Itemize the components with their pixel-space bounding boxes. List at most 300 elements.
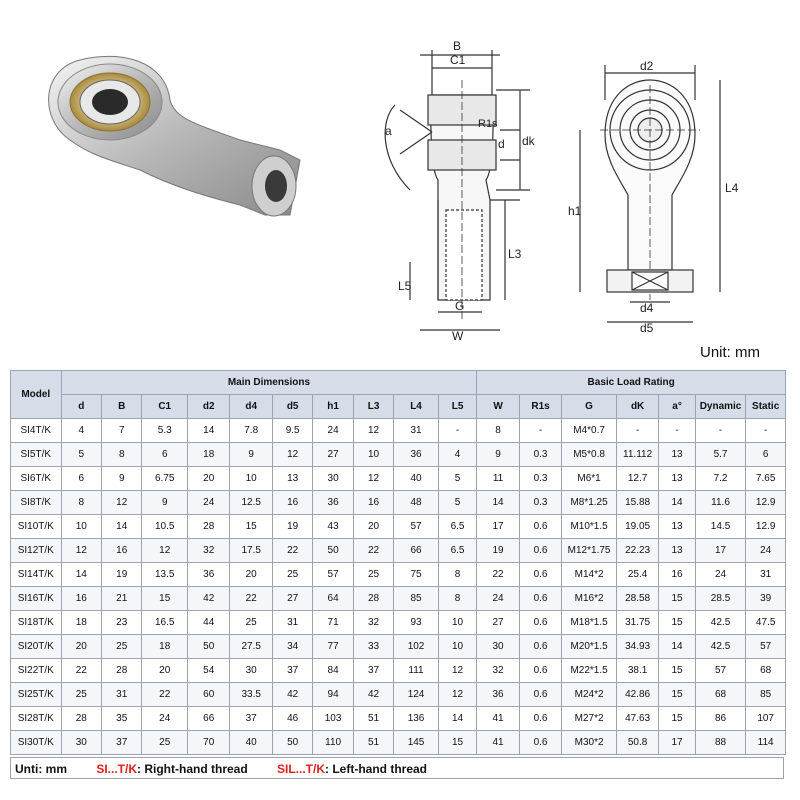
table-cell: 64 (313, 587, 353, 611)
header-model: Model (11, 371, 62, 419)
table-cell: 68 (695, 683, 746, 707)
product-photo (49, 56, 300, 216)
table-cell: 15 (659, 587, 695, 611)
table-cell: 11.112 (616, 443, 658, 467)
table-cell: 103 (313, 707, 353, 731)
table-cell: 38.1 (616, 659, 658, 683)
table-cell: 36 (394, 443, 439, 467)
table-cell: 0.3 (519, 443, 561, 467)
column-header: d4 (230, 395, 272, 419)
table-cell: 27 (272, 587, 312, 611)
table-cell: 85 (746, 683, 786, 707)
table-cell: 22 (272, 539, 312, 563)
table-row (11, 443, 786, 467)
table-cell: 15 (142, 587, 188, 611)
table-row (11, 611, 786, 635)
table-cell: 24 (313, 419, 353, 443)
model-cell: SI16T/K (11, 587, 62, 611)
table-cell: 12.5 (230, 491, 272, 515)
table-cell: 5.7 (695, 443, 746, 467)
table-cell: 31.75 (616, 611, 658, 635)
table-cell: 22 (142, 683, 188, 707)
table-cell: 28.58 (616, 587, 658, 611)
table-cell: 71 (313, 611, 353, 635)
table-cell: 44 (187, 611, 229, 635)
table-cell: 11.6 (695, 491, 746, 515)
table-cell: 15 (659, 683, 695, 707)
table-cell: 27 (313, 443, 353, 467)
dim-label-G: G (455, 299, 465, 313)
column-header: L5 (438, 395, 477, 419)
table-cell: 42 (187, 587, 229, 611)
table-cell: 16 (659, 563, 695, 587)
table-cell: 0.6 (519, 611, 561, 635)
table-cell: - (616, 419, 658, 443)
table-cell: 111 (394, 659, 439, 683)
table-cell: - (746, 419, 786, 443)
table-cell: 48 (394, 491, 439, 515)
table-cell: 42 (272, 683, 312, 707)
table-cell: 19 (477, 539, 519, 563)
table-cell: 12 (438, 659, 477, 683)
table-cell: 15 (659, 659, 695, 683)
table-cell: 75 (394, 563, 439, 587)
table-cell: 9 (142, 491, 188, 515)
table-row (11, 683, 786, 707)
column-header: Dynamic (695, 395, 746, 419)
table-cell: 124 (394, 683, 439, 707)
model-cell: SI30T/K (11, 731, 62, 755)
table-cell: 30 (230, 659, 272, 683)
table-cell: 50 (187, 635, 229, 659)
table-row (11, 635, 786, 659)
dim-label-dk: dk (522, 134, 535, 148)
model-cell: SI28T/K (11, 707, 62, 731)
table-cell: 50 (272, 731, 312, 755)
table-cell: 6.75 (142, 467, 188, 491)
table-cell: 12 (272, 443, 312, 467)
table-cell: 20 (142, 659, 188, 683)
table-cell: 15 (438, 731, 477, 755)
model-cell: SI18T/K (11, 611, 62, 635)
model-cell: SI4T/K (11, 419, 62, 443)
table-cell: 24 (142, 707, 188, 731)
table-cell: 13.5 (142, 563, 188, 587)
table-cell: 7 (102, 419, 142, 443)
footer-note (10, 757, 784, 779)
table-cell: 102 (394, 635, 439, 659)
table-cell: 66 (394, 539, 439, 563)
column-header: h1 (313, 395, 353, 419)
table-cell: 114 (746, 731, 786, 755)
table-cell: 28 (61, 707, 101, 731)
table-cell: 28 (353, 587, 393, 611)
table-cell: 8 (438, 563, 477, 587)
model-cell: SI8T/K (11, 491, 62, 515)
table-cell: 32 (187, 539, 229, 563)
column-header: L3 (353, 395, 393, 419)
table-cell: 5 (438, 467, 477, 491)
table-cell: 13 (659, 467, 695, 491)
table-cell: 31 (394, 419, 439, 443)
table-cell: 18 (61, 611, 101, 635)
table-cell: 6 (61, 467, 101, 491)
table-cell: 31 (746, 563, 786, 587)
column-header-row (11, 395, 786, 419)
table-cell: 14.5 (695, 515, 746, 539)
table-row (11, 539, 786, 563)
table-cell: 9 (230, 443, 272, 467)
table-cell: 40 (230, 731, 272, 755)
table-cell: M22*1.5 (562, 659, 617, 683)
footer-left-code: SIL...T/K (277, 762, 326, 776)
dim-label-d4: d4 (640, 301, 654, 315)
table-cell: 24 (187, 491, 229, 515)
dim-label-d5: d5 (640, 321, 654, 335)
table-cell: 57 (394, 515, 439, 539)
table-cell: 10 (438, 635, 477, 659)
table-cell: 10 (353, 443, 393, 467)
table-cell: 16 (353, 491, 393, 515)
dim-label-W: W (452, 329, 464, 343)
footer-left-text: : Left-hand thread (325, 762, 428, 776)
table-cell: 8 (102, 443, 142, 467)
table-cell: 6.5 (438, 539, 477, 563)
table-cell: 68 (746, 659, 786, 683)
table-cell: 32 (353, 611, 393, 635)
table-cell: 13 (272, 467, 312, 491)
table-cell: 15 (659, 611, 695, 635)
table-cell: 0.3 (519, 467, 561, 491)
table-cell: 5 (61, 443, 101, 467)
table-cell: 0.6 (519, 659, 561, 683)
column-header: a° (659, 395, 695, 419)
table-cell: 15 (230, 515, 272, 539)
table-cell: 23 (102, 611, 142, 635)
table-cell: 6.5 (438, 515, 477, 539)
table-cell: 19 (102, 563, 142, 587)
table-cell: 37 (272, 659, 312, 683)
table-cell: 31 (272, 611, 312, 635)
dim-label-B: B (453, 39, 462, 53)
table-cell: 28 (187, 515, 229, 539)
table-cell: 25 (142, 731, 188, 755)
table-cell: 25 (272, 563, 312, 587)
table-cell: 28.5 (695, 587, 746, 611)
column-header: dK (616, 395, 658, 419)
table-cell: 34.93 (616, 635, 658, 659)
table-cell: 24 (477, 587, 519, 611)
table-cell: 22 (230, 587, 272, 611)
table-cell: 0.6 (519, 707, 561, 731)
table-cell: 43 (313, 515, 353, 539)
table-row (11, 587, 786, 611)
dim-label-L5: L5 (398, 279, 412, 293)
table-cell: 51 (353, 707, 393, 731)
table-cell: 13 (659, 539, 695, 563)
table-cell: 15.88 (616, 491, 658, 515)
table-cell: 42.5 (695, 611, 746, 635)
column-header: G (562, 395, 617, 419)
table-cell: 13 (659, 443, 695, 467)
table-cell: - (695, 419, 746, 443)
table-cell: 16 (102, 539, 142, 563)
table-cell: 57 (695, 659, 746, 683)
table-cell: 17 (477, 515, 519, 539)
table-cell: 14 (477, 491, 519, 515)
table-cell: 28 (102, 659, 142, 683)
table-cell: M4*0.7 (562, 419, 617, 443)
table-cell: 46 (272, 707, 312, 731)
table-cell: M27*2 (562, 707, 617, 731)
footer-unit: Unti: mm (15, 762, 67, 776)
table-cell: M5*0.8 (562, 443, 617, 467)
table-cell: 19.05 (616, 515, 658, 539)
table-cell: 25 (102, 635, 142, 659)
dim-label-d2: d2 (640, 59, 654, 73)
table-cell: 5 (438, 491, 477, 515)
table-cell: 30 (477, 635, 519, 659)
table-cell: 16 (61, 587, 101, 611)
table-cell: 24 (695, 563, 746, 587)
table-cell: 32 (477, 659, 519, 683)
table-cell: 86 (695, 707, 746, 731)
table-cell: 47.63 (616, 707, 658, 731)
table-cell: 42.5 (695, 635, 746, 659)
table-cell: M20*1.5 (562, 635, 617, 659)
table-cell: 25 (61, 683, 101, 707)
table-cell: 136 (394, 707, 439, 731)
table-cell: 10 (438, 611, 477, 635)
table-cell: 37 (230, 707, 272, 731)
dim-label-d: d (498, 137, 505, 151)
table-cell: 84 (313, 659, 353, 683)
table-row (11, 467, 786, 491)
table-cell: 22 (353, 539, 393, 563)
dim-label-h1: h1 (568, 204, 582, 218)
table-cell: 27 (477, 611, 519, 635)
dim-label-C1: C1 (450, 53, 466, 67)
table-cell: M16*2 (562, 587, 617, 611)
front-view-drawing (580, 65, 720, 322)
unit-label: Unit: mm (700, 344, 760, 361)
model-cell: SI22T/K (11, 659, 62, 683)
table-cell: - (659, 419, 695, 443)
table-cell: 14 (102, 515, 142, 539)
table-cell: M8*1.25 (562, 491, 617, 515)
model-cell: SI20T/K (11, 635, 62, 659)
column-header: d (61, 395, 101, 419)
table-cell: 8 (61, 491, 101, 515)
table-cell: 0.6 (519, 563, 561, 587)
dim-label-L4: L4 (725, 181, 739, 195)
table-cell: 107 (746, 707, 786, 731)
table-cell: 33 (353, 635, 393, 659)
table-cell: 20 (61, 635, 101, 659)
table-cell: 12 (353, 419, 393, 443)
column-header: d5 (272, 395, 312, 419)
table-row (11, 731, 786, 755)
table-cell: 51 (353, 731, 393, 755)
table-cell: 9.5 (272, 419, 312, 443)
table-cell: 12.9 (746, 491, 786, 515)
dim-label-alpha: a (385, 124, 392, 138)
table-cell: 60 (187, 683, 229, 707)
model-cell: SI12T/K (11, 539, 62, 563)
column-header: Static (746, 395, 786, 419)
table-cell: 50 (313, 539, 353, 563)
table-cell: 8 (438, 587, 477, 611)
table-body (11, 419, 786, 755)
table-cell: 47.5 (746, 611, 786, 635)
table-cell: 12.7 (616, 467, 658, 491)
table-cell: 20 (230, 563, 272, 587)
table-cell: 12 (142, 539, 188, 563)
table-cell: 0.6 (519, 683, 561, 707)
table-cell: 41 (477, 731, 519, 755)
table-cell: M14*2 (562, 563, 617, 587)
table-cell: 16 (272, 491, 312, 515)
table-cell: 19 (272, 515, 312, 539)
table-cell: 34 (272, 635, 312, 659)
table-cell: 42.86 (616, 683, 658, 707)
table-cell: M10*1.5 (562, 515, 617, 539)
table-cell: 35 (102, 707, 142, 731)
table-cell: 15 (659, 707, 695, 731)
spec-table (10, 370, 786, 755)
table-cell: 22.23 (616, 539, 658, 563)
table-cell: 7.2 (695, 467, 746, 491)
table-cell: 22 (61, 659, 101, 683)
model-cell: SI5T/K (11, 443, 62, 467)
table-cell: M18*1.5 (562, 611, 617, 635)
table-cell: 37 (102, 731, 142, 755)
table-cell: 9 (102, 467, 142, 491)
table-cell: 0.6 (519, 539, 561, 563)
column-header: L4 (394, 395, 439, 419)
table-cell: M6*1 (562, 467, 617, 491)
column-header: B (102, 395, 142, 419)
table-cell: 25 (230, 611, 272, 635)
table-row (11, 707, 786, 731)
table-cell: 4 (438, 443, 477, 467)
table-cell: 50.8 (616, 731, 658, 755)
table-cell: 9 (477, 443, 519, 467)
table-cell: 31 (102, 683, 142, 707)
table-cell: 14 (187, 419, 229, 443)
table-cell: 27.5 (230, 635, 272, 659)
table-cell: 110 (313, 731, 353, 755)
header-main-dimensions: Main Dimensions (61, 371, 477, 395)
table-cell: 36 (187, 563, 229, 587)
table-cell: 5.3 (142, 419, 188, 443)
table-cell: 8 (477, 419, 519, 443)
table-cell: 12 (102, 491, 142, 515)
table-cell: 57 (313, 563, 353, 587)
table-cell: 17 (659, 731, 695, 755)
dim-label-R1s: R1s (478, 118, 498, 130)
table-cell: 17 (695, 539, 746, 563)
table-cell: 22 (477, 563, 519, 587)
table-cell: 13 (659, 515, 695, 539)
header-basic-load-rating: Basic Load Rating (477, 371, 786, 395)
table-cell: 145 (394, 731, 439, 755)
dim-label-L3: L3 (508, 247, 522, 261)
footer-right-text: : Right-hand thread (137, 762, 248, 776)
table-cell: 12.9 (746, 515, 786, 539)
table-cell: 0.3 (519, 491, 561, 515)
column-header: d2 (187, 395, 229, 419)
table-cell: 30 (313, 467, 353, 491)
table-cell: 37 (353, 659, 393, 683)
table-cell: 12 (61, 539, 101, 563)
table-cell: 24 (746, 539, 786, 563)
table-cell: 0.6 (519, 587, 561, 611)
table-cell: 10 (230, 467, 272, 491)
table-row (11, 659, 786, 683)
model-cell: SI6T/K (11, 467, 62, 491)
table-cell: 7.8 (230, 419, 272, 443)
table-cell: 12 (353, 467, 393, 491)
table-cell: 10 (61, 515, 101, 539)
table-cell: 42 (353, 683, 393, 707)
table-cell: 25 (353, 563, 393, 587)
table-cell: 4 (61, 419, 101, 443)
table-cell: 18 (142, 635, 188, 659)
table-cell: 36 (313, 491, 353, 515)
table-cell: 11 (477, 467, 519, 491)
table-cell: 20 (187, 467, 229, 491)
table-cell: 14 (659, 635, 695, 659)
table-cell: 0.6 (519, 635, 561, 659)
table-cell: 88 (695, 731, 746, 755)
table-cell: 41 (477, 707, 519, 731)
table-cell: - (438, 419, 477, 443)
column-header: R1s (519, 395, 561, 419)
table-row (11, 563, 786, 587)
product-figure (0, 0, 800, 345)
table-cell: 70 (187, 731, 229, 755)
table-cell: 66 (187, 707, 229, 731)
table-cell: 10.5 (142, 515, 188, 539)
table-cell: 40 (394, 467, 439, 491)
table-cell: 94 (313, 683, 353, 707)
table-cell: 14 (659, 491, 695, 515)
model-cell: SI10T/K (11, 515, 62, 539)
table-cell: 21 (102, 587, 142, 611)
table-cell: 0.6 (519, 515, 561, 539)
table-row (11, 515, 786, 539)
table-row (11, 491, 786, 515)
column-header: C1 (142, 395, 188, 419)
table-cell: 30 (61, 731, 101, 755)
table-cell: 17.5 (230, 539, 272, 563)
table-cell: 16.5 (142, 611, 188, 635)
table-cell: 20 (353, 515, 393, 539)
table-cell: 0.6 (519, 731, 561, 755)
table-cell: 14 (438, 707, 477, 731)
table-cell: 85 (394, 587, 439, 611)
table-cell: - (519, 419, 561, 443)
table-cell: M30*2 (562, 731, 617, 755)
table-cell: 6 (142, 443, 188, 467)
model-cell: SI25T/K (11, 683, 62, 707)
table-cell: 6 (746, 443, 786, 467)
model-cell: SI14T/K (11, 563, 62, 587)
table-cell: 25.4 (616, 563, 658, 587)
table-cell: 33.5 (230, 683, 272, 707)
table-cell: 14 (61, 563, 101, 587)
